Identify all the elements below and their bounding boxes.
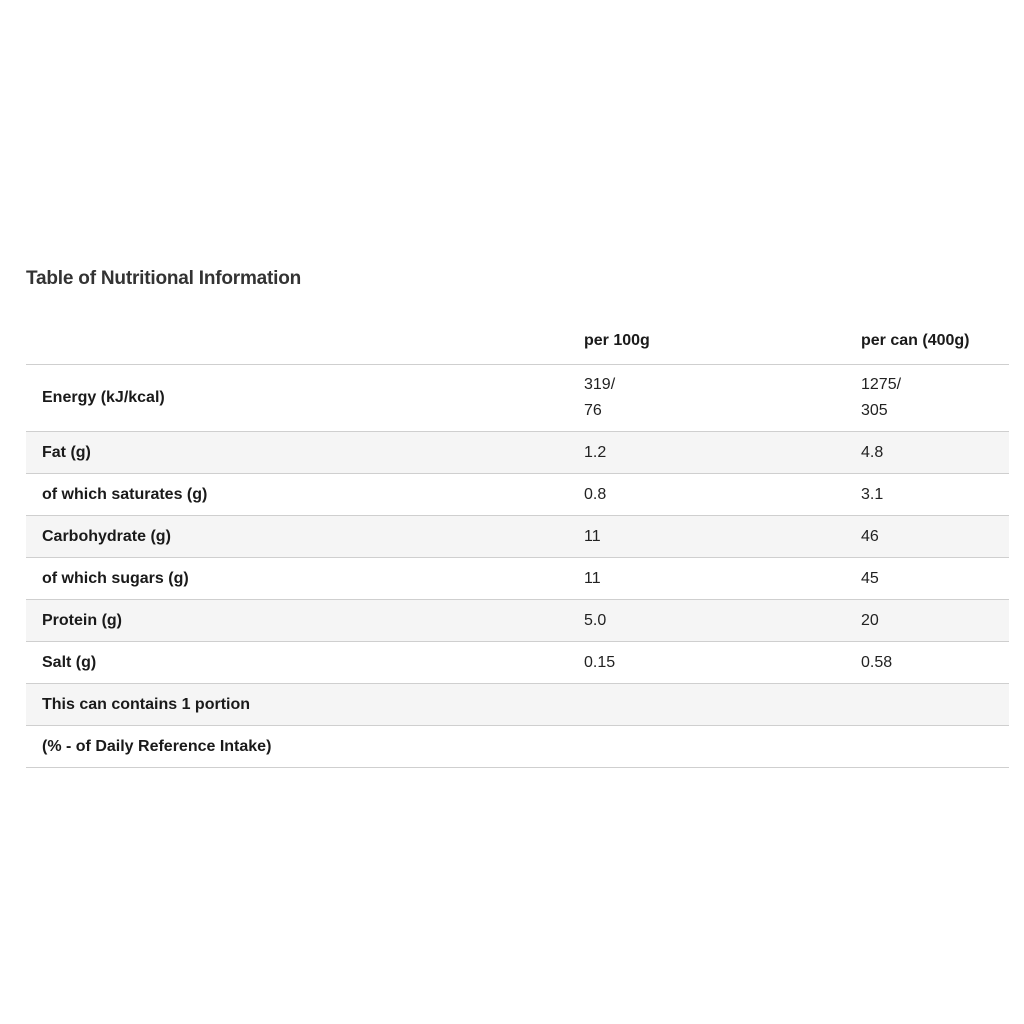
table-row-saturates	[26, 474, 1009, 516]
table-row-portion-note	[26, 684, 1009, 726]
table-header-row	[26, 332, 1009, 365]
row-label: Salt (g)	[26, 642, 584, 684]
row-label: Protein (g)	[26, 600, 584, 642]
row-value-per-100g: 5.0	[584, 600, 861, 642]
row-value-per-100g: 11	[584, 516, 861, 558]
energy-kcal-per-can: 305	[861, 402, 888, 419]
row-value-per-can: 3.1	[861, 474, 1009, 516]
row-label: of which saturates (g)	[26, 474, 584, 516]
table-row-energy	[26, 365, 1009, 432]
row-label: Energy (kJ/kcal)	[26, 365, 584, 432]
row-value-per-100g: 0.15	[584, 642, 861, 684]
portion-note: This can contains 1 portion	[26, 684, 1009, 726]
table-row-protein	[26, 600, 1009, 642]
table-row-reference-intake-note	[26, 726, 1009, 768]
table-row-salt	[26, 642, 1009, 684]
row-value-per-can: 4.8	[861, 432, 1009, 474]
row-label: Carbohydrate (g)	[26, 516, 584, 558]
row-value-per-can: 46	[861, 516, 1009, 558]
column-header-per-can: per can (400g)	[861, 332, 1009, 365]
column-header-nutrient	[26, 332, 584, 365]
energy-kcal-per-100g: 76	[584, 402, 602, 419]
page-title: Table of Nutritional Information	[26, 268, 302, 289]
row-value-per-100g: 1.2	[584, 432, 861, 474]
column-header-per-100g: per 100g	[584, 332, 861, 365]
row-value-per-can: 20	[861, 600, 1009, 642]
nutrition-section	[26, 266, 1009, 768]
energy-kj-per-can: 1275/	[861, 376, 902, 393]
energy-kj-per-100g: 319/	[584, 376, 616, 393]
table-row-fat	[26, 432, 1009, 474]
row-label: Fat (g)	[26, 432, 584, 474]
table-row-sugars	[26, 558, 1009, 600]
reference-intake-note: (% - of Daily Reference Intake)	[26, 726, 1009, 768]
row-value-per-100g: 11	[584, 558, 861, 600]
row-label: of which sugars (g)	[26, 558, 584, 600]
row-value-per-can: 45	[861, 558, 1009, 600]
table-row-carbohydrate	[26, 516, 1009, 558]
row-value-per-100g	[584, 365, 861, 432]
nutrition-table	[26, 332, 1009, 768]
row-value-per-100g: 0.8	[584, 474, 861, 516]
row-value-per-can	[861, 365, 1009, 432]
row-value-per-can: 0.58	[861, 642, 1009, 684]
